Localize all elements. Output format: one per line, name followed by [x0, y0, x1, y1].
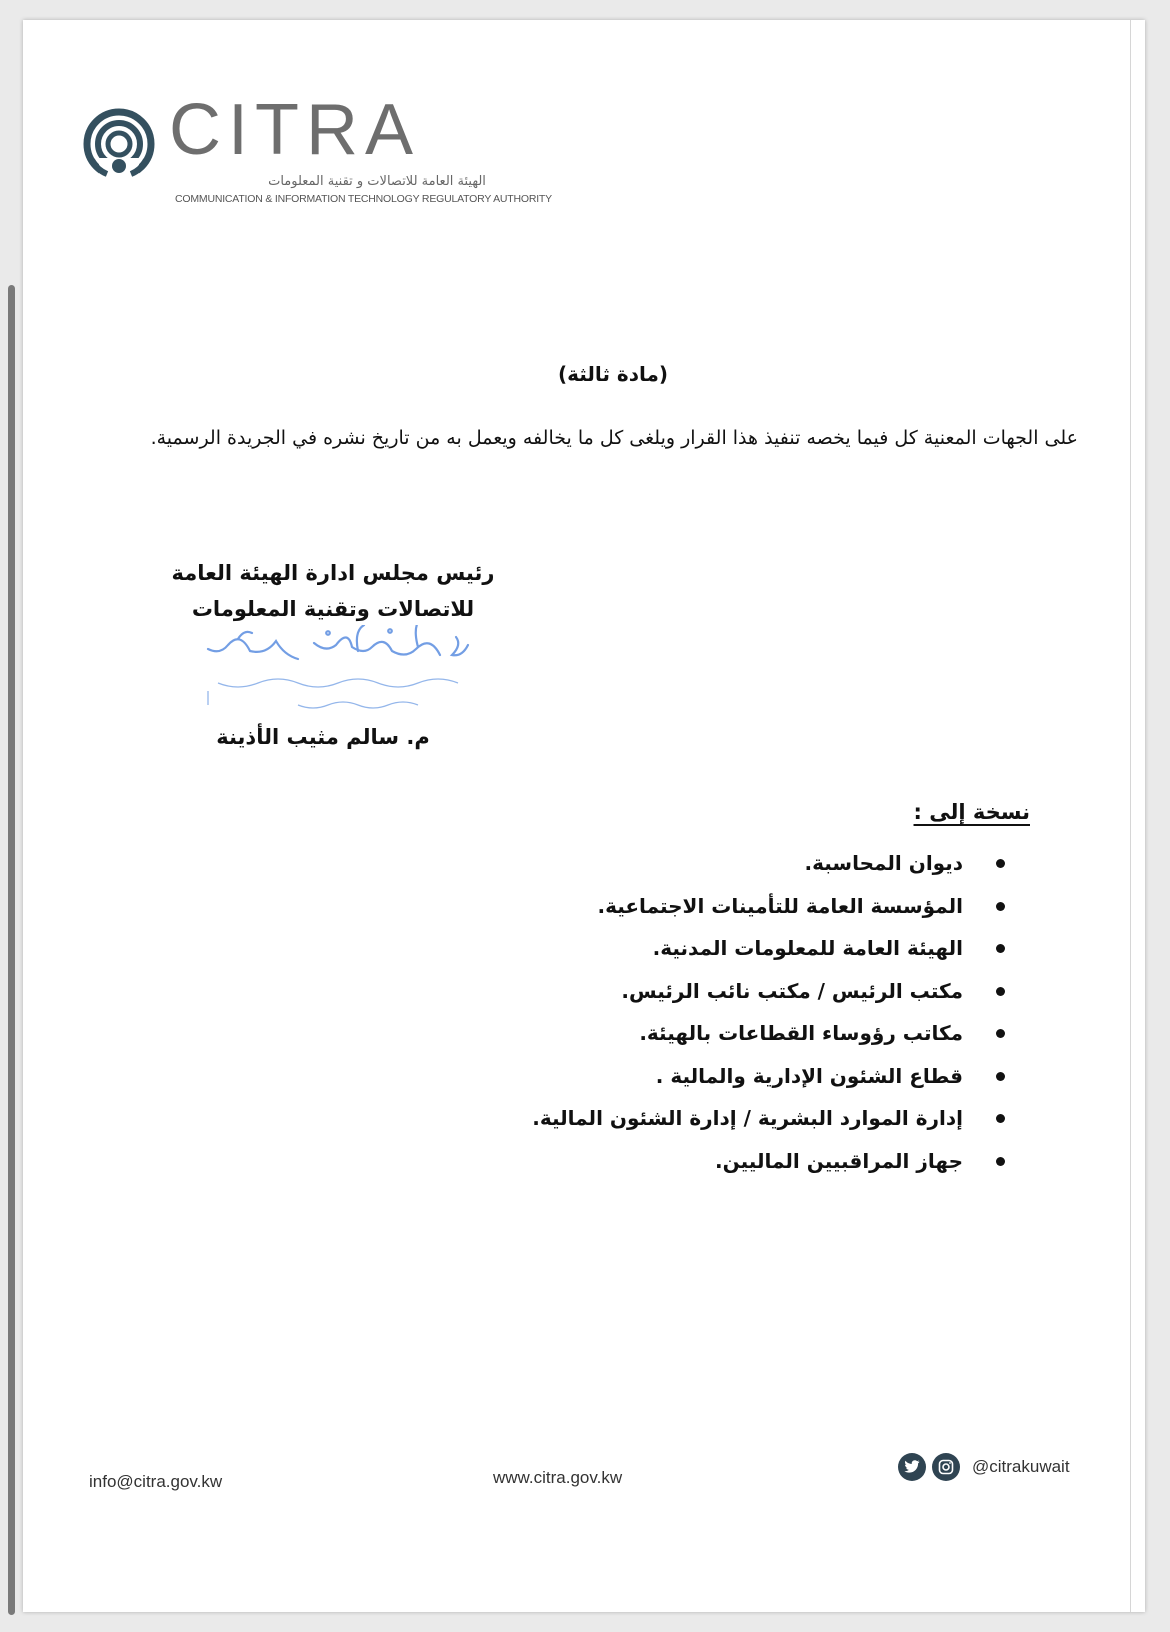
bullet-icon: [996, 1157, 1005, 1166]
article-title: (مادة ثالثة): [557, 362, 669, 386]
handwritten-signature-stamp: [178, 625, 488, 725]
copies-to-label: نسخة إلى :: [913, 800, 1030, 824]
bullet-icon: [996, 1029, 1005, 1038]
twitter-icon: [898, 1453, 926, 1481]
bullet-icon: [996, 1072, 1005, 1081]
bullet-icon: [996, 859, 1005, 868]
list-item: جهاز المراقبيين الماليين.: [405, 1140, 1005, 1183]
bullet-icon: [996, 944, 1005, 953]
logo-wordmark: CITRA: [169, 90, 420, 170]
list-item: مكتب الرئيس / مكتب نائب الرئيس.: [405, 970, 1005, 1013]
signatory-name: م. سالم مثيب الأذينة: [216, 725, 430, 749]
citra-signal-icon: [83, 108, 155, 180]
instagram-icon: [932, 1453, 960, 1481]
list-item: إدارة الموارد البشرية / إدارة الشئون المالية.: [405, 1097, 1005, 1140]
footer-social: [898, 1452, 1070, 1482]
footer-email: info@citra.gov.kw: [89, 1472, 223, 1491]
list-item: المؤسسة العامة للتأمينات الاجتماعية.: [405, 885, 1005, 928]
document-page: [23, 20, 1145, 1612]
signatory-title-line-1: رئيس مجلس ادارة الهيئة العامة: [171, 561, 495, 585]
signature-block: [163, 555, 503, 775]
list-item: الهيئة العامة للمعلومات المدنية.: [405, 927, 1005, 970]
signatory-title-line-2: للاتصالات وتقنية المعلومات: [191, 597, 475, 621]
footer-website: www.citra.gov.kw: [493, 1468, 623, 1487]
vertical-scrollbar[interactable]: [8, 285, 15, 1615]
signatory-title: [163, 555, 503, 627]
logo-arabic-tagline: الهيئة العامة للاتصالات و تقنية المعلومات: [268, 174, 486, 189]
bullet-icon: [996, 902, 1005, 911]
social-handle: @citrakuwait: [972, 1457, 1070, 1476]
copies-list: [405, 842, 1005, 1182]
article-body: على الجهات المعنية كل فيما يخصه تنفيذ هذا القرار ويلغى كل ما يخالفه ويعمل به من تاريخ نشره في الجريدة الرسمية.: [150, 427, 1078, 449]
logo-english-tagline: COMMUNICATION & INFORMATION TECHNOLOGY REGULATORY AUTHORITY: [175, 193, 552, 205]
bullet-icon: [996, 1114, 1005, 1123]
list-item: قطاع الشئون الإدارية والمالية .: [405, 1055, 1005, 1098]
list-item: مكاتب رؤوساء القطاعات بالهيئة.: [405, 1012, 1005, 1055]
list-item: ديوان المحاسبة.: [405, 842, 1005, 885]
bullet-icon: [996, 987, 1005, 996]
page-edge: [1130, 20, 1131, 1612]
citra-logo: [83, 88, 623, 218]
